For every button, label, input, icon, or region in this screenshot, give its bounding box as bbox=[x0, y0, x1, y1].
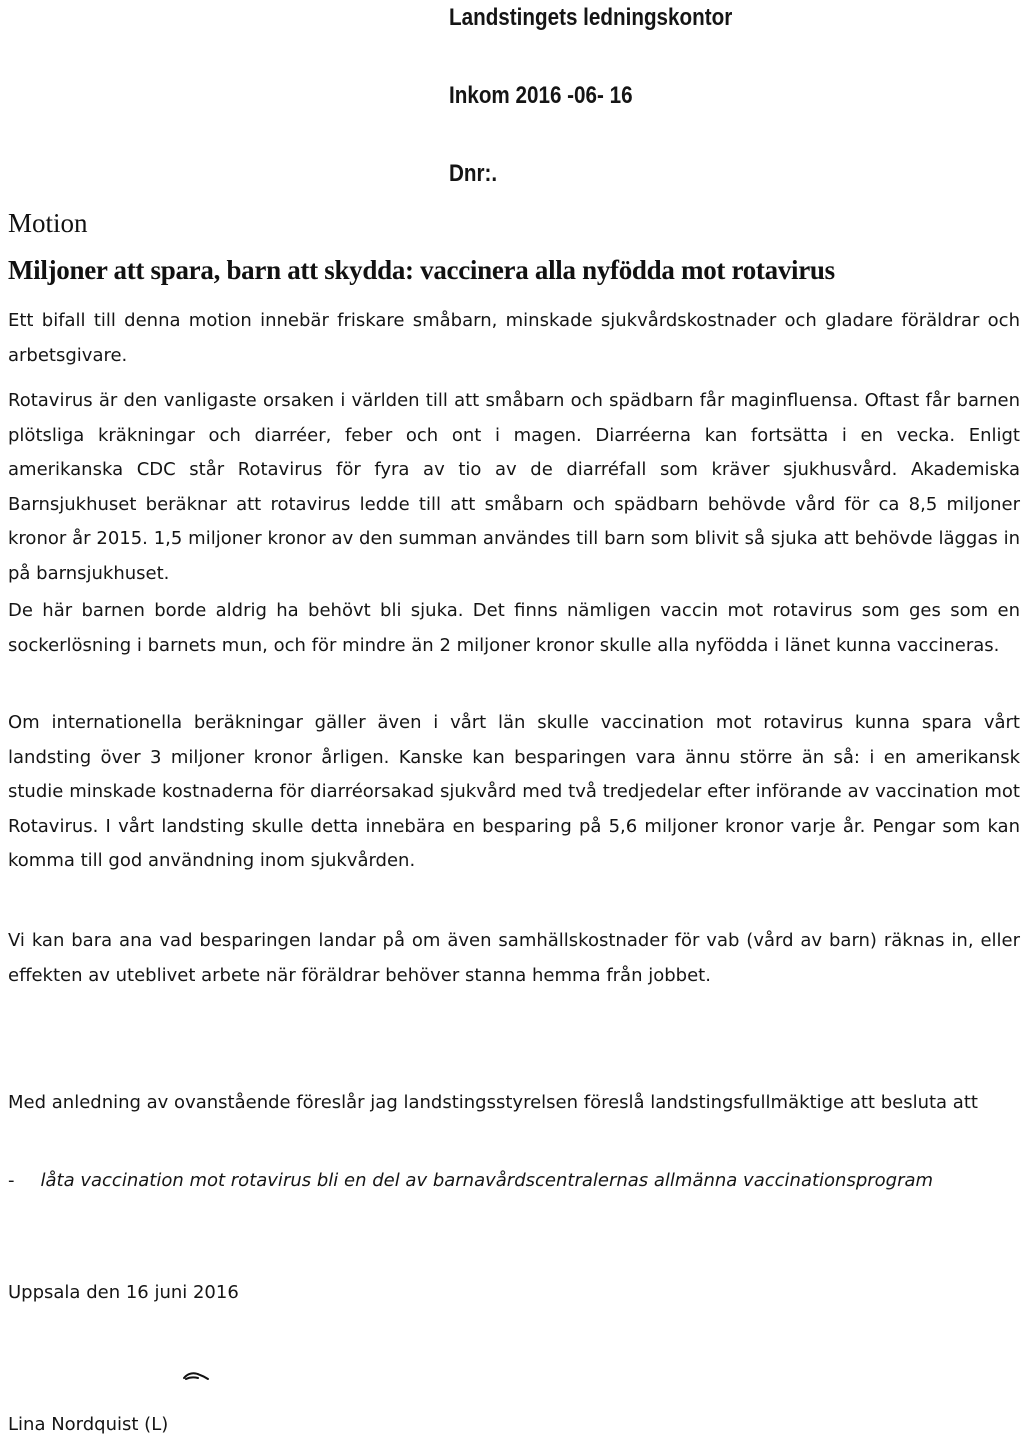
received-stamp-dnr: Dnr:. bbox=[449, 160, 498, 187]
handwritten-signature bbox=[172, 1364, 232, 1388]
paragraph-background: Rotavirus är den vanligaste orsaken i världen till att småbarn och spädbarn får maginfluensa. Oftast får barnen plötsliga kräkningar och diarréer, feber och ont i magen. Diarréerna kan fortsätta i en vecka. Enligt amerikanska CDC står Rotavirus för fyra av tio av de diarréfall som kräver sjukhusvård. Akademiska Barnsjukhuset beräknar att rotavirus ledde till att småbarn och spädbarn behövde vård för ca 8,5 miljoner kronor år 2015. 1,5 miljoner kronor av den summan användes till barn som blivit så sjuka att behövde läggas in på barnsjukhuset. bbox=[8, 390, 1020, 584]
document-type: Motion bbox=[8, 208, 88, 238]
signoff-place-date: Uppsala den 16 juni 2016 bbox=[8, 1282, 239, 1303]
received-stamp-date: Inkom 2016 -06- 16 bbox=[449, 82, 633, 109]
paragraph-proposal-intro: Med anledning av ovanstående föreslår jag landstingsstyrelsen föreslå landstingsfullmäktige att besluta att bbox=[8, 1092, 978, 1113]
paragraph-vaccine: De här barnen borde aldrig ha behövt bli sjuka. Det finns nämligen vaccin mot rotavirus som ges som en sockerlösning i barnets mun, och för mindre än 2 miljoner kronor skulle alla nyfödda i länet kunna vaccineras. bbox=[8, 600, 1020, 656]
proposal-item bbox=[8, 1164, 1020, 1199]
paragraph-intro: Ett bifall till denna motion innebär friskare småbarn, minskade sjukvårdskostnader och gladare föräldrar och arbetsgivare. bbox=[8, 310, 1020, 366]
document-title: Miljoner att spara, barn att skydda: vaccinera alla nyfödda mot rotavirus bbox=[8, 255, 835, 285]
received-stamp-office: Landstingets ledningskontor bbox=[449, 4, 733, 31]
list-dash: - bbox=[8, 1170, 15, 1191]
proposal-item-text: låta vaccination mot rotavirus bli en del av barnavårdscentralernas allmänna vaccinationsprogram bbox=[40, 1170, 934, 1191]
paragraph-savings: Om internationella beräkningar gäller även i vårt län skulle vaccination mot rotavirus kunna spara vårt landsting över 3 miljoner kronor årligen. Kanske kan besparingen vara ännu större än så: i en amerikansk studie minskade kostnaderna för diarréorsakad sjukvård med två tredjedelar efter införande av vaccination mot Rotavirus. I vårt landsting skulle detta innebära en besparing på 5,6 miljoner kronor varje år. Pengar som kan komma till god användning inom sjukvården. bbox=[8, 712, 1020, 871]
signoff-author: Lina Nordquist (L) bbox=[8, 1414, 169, 1435]
paragraph-societal-costs: Vi kan bara ana vad besparingen landar på om även samhällskostnader för vab (vård av barn) räknas in, eller effekten av uteblivet arbete när föräldrar behöver stanna hemma från jobbet. bbox=[8, 930, 1020, 986]
